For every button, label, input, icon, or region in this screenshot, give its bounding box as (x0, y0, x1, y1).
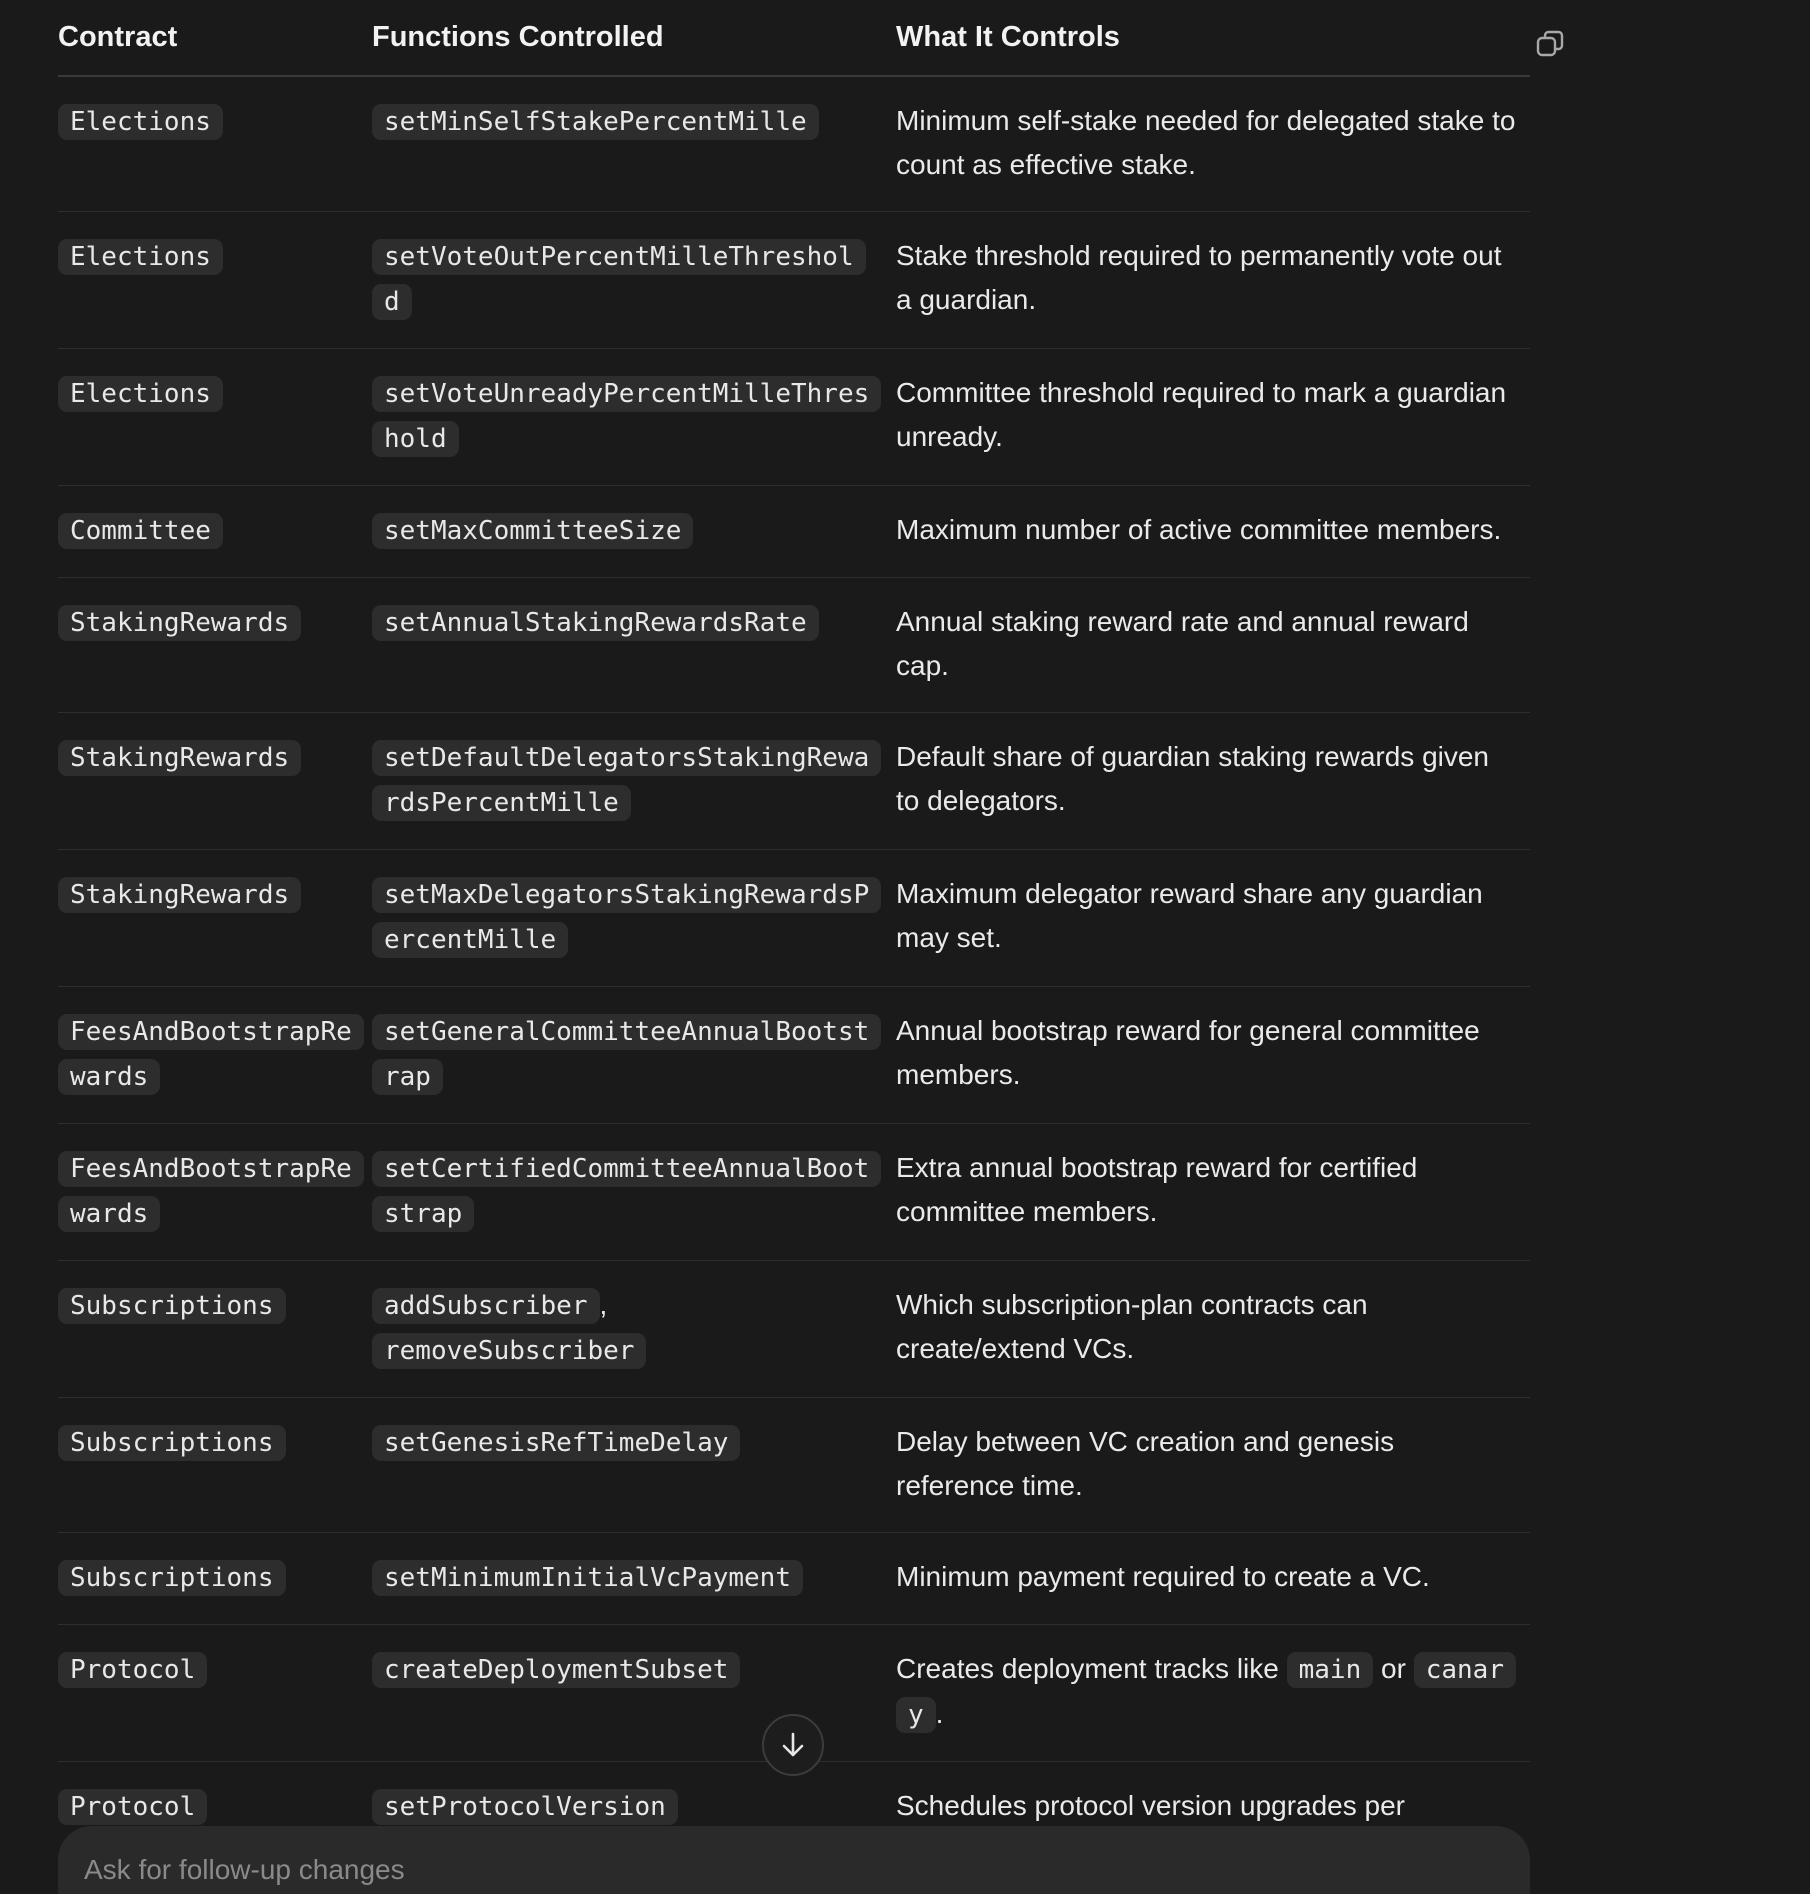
track-name: canary (896, 1652, 1516, 1733)
contract-cell (58, 578, 372, 713)
table-header-row (58, 0, 1530, 76)
function-name: setProtocolVersion (372, 1789, 678, 1825)
function-name: setMinSelfStakePercentMille (372, 104, 819, 140)
table-row (58, 1124, 1530, 1261)
controls-cell (896, 578, 1530, 713)
functions-cell (372, 1261, 896, 1398)
table-row (58, 1261, 1530, 1398)
description-text: Creates deployment tracks like (896, 1653, 1287, 1684)
contract-name: Protocol (58, 1652, 207, 1688)
function-name: createDeploymentSubset (372, 1652, 740, 1688)
function-name: setMinimumInitialVcPayment (372, 1560, 803, 1596)
contract-cell (58, 1398, 372, 1533)
scroll-to-bottom-button[interactable] (762, 1714, 824, 1776)
table-row (58, 1533, 1530, 1625)
contract-cell (58, 1533, 372, 1625)
copy-icon (1534, 28, 1568, 62)
description-text: Minimum self-stake needed for delegated stake to count as effective stake. (896, 105, 1516, 180)
controls-cell (896, 1398, 1530, 1533)
function-name: addSubscriber (372, 1288, 600, 1324)
contract-name: FeesAndBootstrapRewards (58, 1151, 364, 1232)
description-text: Annual bootstrap reward for general committee members. (896, 1015, 1480, 1090)
track-name: main (1287, 1652, 1374, 1688)
controls-cell (896, 1625, 1530, 1762)
description-text: Maximum delegator reward share any guardian may set. (896, 878, 1483, 953)
description-text: or (1373, 1653, 1414, 1684)
function-name: setMaxCommitteeSize (372, 513, 693, 549)
contract-name: Subscriptions (58, 1560, 286, 1596)
controls-cell (896, 850, 1530, 987)
governance-table-container (58, 0, 1530, 1894)
functions-cell (372, 1533, 896, 1625)
contract-name: Elections (58, 239, 223, 275)
function-name: setVoteOutPercentMilleThreshold (372, 239, 866, 320)
table-row (58, 850, 1530, 987)
functions-cell (372, 486, 896, 578)
contract-name: Protocol (58, 1789, 207, 1825)
functions-cell (372, 76, 896, 212)
contract-cell (58, 1625, 372, 1762)
contract-cell (58, 76, 372, 212)
functions-cell (372, 1124, 896, 1261)
function-name: setAnnualStakingRewardsRate (372, 605, 819, 641)
governance-table (58, 0, 1530, 1894)
function-name: setDefaultDelegatorsStakingRewardsPercentMille (372, 740, 881, 821)
description-text: Default share of guardian staking rewards given to delegators. (896, 741, 1490, 816)
function-name: setVoteUnreadyPercentMilleThreshold (372, 376, 881, 457)
contract-cell (58, 1124, 372, 1261)
description-text: Annual staking reward rate and annual reward cap. (896, 606, 1469, 681)
contract-cell (58, 1261, 372, 1398)
function-name: setMaxDelegatorsStakingRewardsPercentMille (372, 877, 881, 958)
table-row (58, 1398, 1530, 1533)
functions-cell (372, 713, 896, 850)
table-row (58, 486, 1530, 578)
controls-cell (896, 212, 1530, 349)
contract-cell (58, 212, 372, 349)
follow-up-composer (58, 1826, 1530, 1894)
copy-table-button[interactable] (1534, 28, 1568, 62)
table-row (58, 349, 1530, 486)
function-name: removeSubscriber (372, 1333, 646, 1369)
description-text: Schedules protocol version upgrades per (896, 1790, 1405, 1821)
table-row (58, 76, 1530, 212)
contract-name: Elections (58, 376, 223, 412)
contract-name: Subscriptions (58, 1288, 286, 1324)
contract-cell (58, 486, 372, 578)
table-row (58, 212, 1530, 349)
follow-up-input[interactable] (84, 1854, 1504, 1886)
controls-cell (896, 713, 1530, 850)
contract-cell (58, 850, 372, 987)
arrow-down-icon (778, 1730, 808, 1760)
functions-cell (372, 349, 896, 486)
contract-name: StakingRewards (58, 877, 301, 913)
function-name: setGeneralCommitteeAnnualBootstrap (372, 1014, 881, 1095)
function-name: setCertifiedCommitteeAnnualBootstrap (372, 1151, 881, 1232)
controls-cell (896, 349, 1530, 486)
separator: , (599, 1289, 608, 1320)
contract-name: StakingRewards (58, 740, 301, 776)
contract-cell (58, 349, 372, 486)
controls-cell (896, 1533, 1530, 1625)
functions-cell (372, 578, 896, 713)
contract-name: Committee (58, 513, 223, 549)
table-row (58, 578, 1530, 713)
header-functions: Functions Controlled (372, 0, 896, 76)
description-text: . (935, 1698, 944, 1729)
controls-cell (896, 987, 1530, 1124)
description-text: Maximum number of active committee members. (896, 514, 1502, 545)
controls-cell (896, 1124, 1530, 1261)
table-row (58, 713, 1530, 850)
contract-cell (58, 987, 372, 1124)
function-name: setGenesisRefTimeDelay (372, 1425, 740, 1461)
controls-cell (896, 486, 1530, 578)
description-text: Committee threshold required to mark a guardian unready. (896, 377, 1507, 452)
table-body (58, 76, 1530, 1894)
contract-cell (58, 713, 372, 850)
header-controls: What It Controls (896, 0, 1530, 76)
header-contract: Contract (58, 0, 372, 76)
contract-name: StakingRewards (58, 605, 301, 641)
functions-cell (372, 212, 896, 349)
contract-name: FeesAndBootstrapRewards (58, 1014, 364, 1095)
contract-name: Elections (58, 104, 223, 140)
controls-cell (896, 76, 1530, 212)
description-text: Extra annual bootstrap reward for certified committee members. (896, 1152, 1418, 1227)
functions-cell (372, 987, 896, 1124)
contract-name: Subscriptions (58, 1425, 286, 1461)
functions-cell (372, 850, 896, 987)
description-text: Delay between VC creation and genesis reference time. (896, 1426, 1395, 1501)
description-text: Which subscription-plan contracts can create/extend VCs. (896, 1289, 1368, 1364)
table-row (58, 987, 1530, 1124)
functions-cell (372, 1398, 896, 1533)
description-text: Stake threshold required to permanently vote out a guardian. (896, 240, 1502, 315)
description-text: Minimum payment required to create a VC. (896, 1561, 1430, 1592)
controls-cell (896, 1261, 1530, 1398)
